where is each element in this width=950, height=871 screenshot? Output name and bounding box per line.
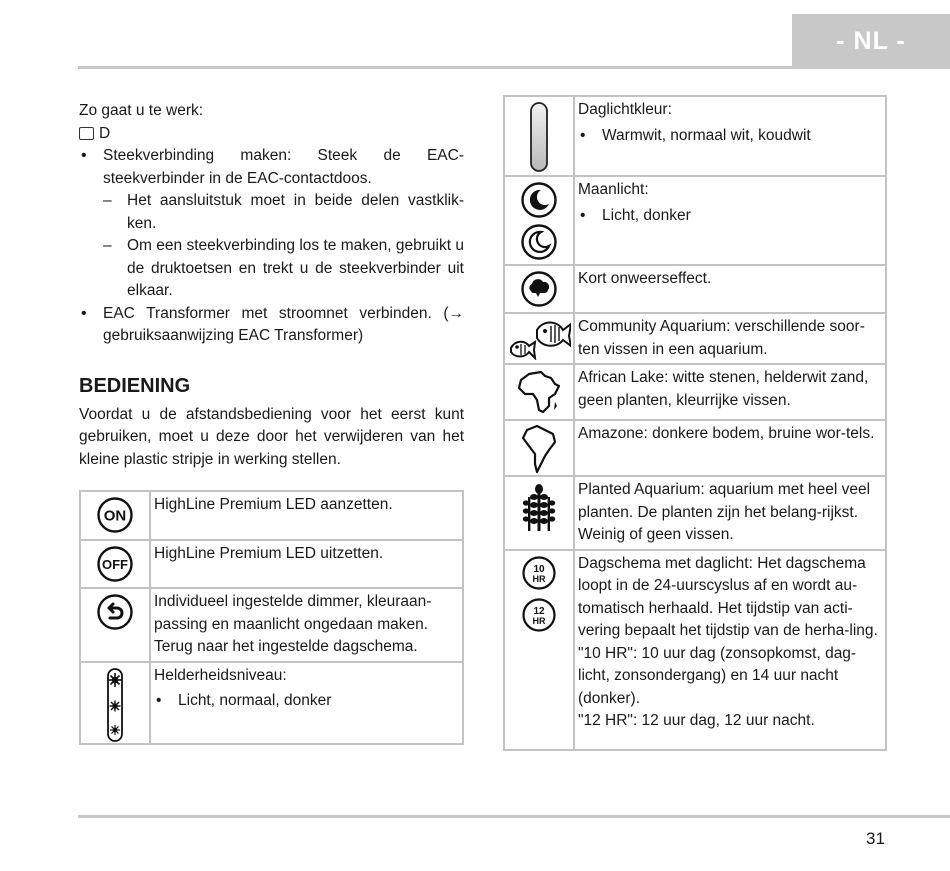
table-row <box>504 313 886 364</box>
icon-cell <box>504 476 574 550</box>
icon-cell <box>504 550 574 750</box>
moonlight-bullet: • Licht, donker <box>578 205 880 228</box>
left-column <box>79 100 464 471</box>
sub-list <box>103 190 464 303</box>
brightness-slider-icon <box>105 667 125 743</box>
planted-description: Planted Aquarium: aquarium met heel veel planten. De planten zijn het belang-rijkst. Weinig of geen vissen. <box>574 476 886 550</box>
african-lake-description: African Lake: witte stenen, helderwit zand, geen planten, kleurrijke vissen. <box>574 364 886 420</box>
table-row <box>504 420 886 476</box>
icon-cell <box>80 588 150 662</box>
schedule-description: Dagschema met daglicht: Het dagschema loopt in de 24-uurscyslus af en wordt au-tomatisch herhaald. Het tijdstip van acti-vering bepaalt het tijdstip van de herha-ling. <box>578 554 878 639</box>
svg-text:12: 12 <box>533 605 545 617</box>
daylight-slider-icon <box>529 101 549 173</box>
section-body: Voordat u de afstandsbediening voor het eerst kunt gebruiken, moet u deze door het verwijderen van het kleine plastic stripje in werking stellen. <box>79 405 464 468</box>
table-row <box>504 176 886 265</box>
icon-cell <box>504 364 574 420</box>
schedule-cell <box>574 550 886 750</box>
schedule-10hr-description: "10 HR": 10 uur dag (zonsopkomst, dag-licht, zonsondergang) en 14 uur nacht (donker). <box>578 644 857 707</box>
list-item: • EAC Transformer met stroomnet verbinden. (→ gebruiksaanwijzing EAC Transformer) <box>79 303 464 348</box>
footer-rule <box>78 815 950 818</box>
moon-bright-icon <box>520 181 558 219</box>
page-number: 31 <box>866 829 885 848</box>
icon-cell <box>80 540 150 588</box>
south-america-map-icon <box>519 424 559 474</box>
table-row <box>80 588 463 662</box>
svg-text:HR: HR <box>532 573 546 584</box>
reset-description: Individueel ingestelde dimmer, kleuraan-passing en maanlicht ongedaan maken. Terug naar het ingestelde dagschema. <box>150 588 463 662</box>
off-icon-label: OFF <box>102 557 128 572</box>
section-heading: BEDIENING <box>79 374 191 397</box>
on-description: HighLine Premium LED aanzetten. <box>150 491 463 540</box>
icon-cell <box>80 491 150 540</box>
brightness-cell <box>150 662 463 744</box>
remote-buttons-table <box>79 490 464 745</box>
icon-cell <box>80 662 150 744</box>
table-row <box>504 364 886 420</box>
bullet-text: Steekverbinding maken: Steek de EAC-steekverbinder in de EAC-contactdoos. <box>103 147 464 187</box>
icon-cell <box>504 313 574 364</box>
table-row <box>504 265 886 313</box>
africa-map-icon <box>515 368 563 416</box>
schedule-12hr-icon <box>521 597 557 633</box>
sub-list-item: – Het aansluitstuk moet in beide delen vastklik-ken. <box>103 190 464 235</box>
on-icon-label: ON <box>103 507 127 525</box>
svg-text:10: 10 <box>533 563 545 575</box>
brightness-bullet: • Licht, normaal, donker <box>154 690 457 713</box>
schedule-10hr-icon <box>521 555 557 591</box>
table-row <box>504 96 886 176</box>
table-row <box>504 550 886 750</box>
icon-cell <box>504 420 574 476</box>
plants-icon <box>522 483 556 533</box>
table-row <box>80 540 463 588</box>
daylight-bullet: • Warmwit, normaal wit, koudwit <box>578 125 880 148</box>
on-button-icon <box>96 496 134 534</box>
list-item <box>79 145 464 303</box>
thunderstorm-description: Kort onweerseffect. <box>574 265 886 313</box>
sub-list-item: – Om een steekverbinding los te maken, gebruikt u de druktoetsen en trekt u de steekverbinder uit elkaar. <box>103 235 464 303</box>
community-description: Community Aquarium: verschillende soor-ten vissen in een aquarium. <box>574 313 886 364</box>
remote-functions-table <box>503 95 887 751</box>
language-tab: - NL - <box>792 14 950 68</box>
icon-cell <box>504 265 574 313</box>
table-row <box>80 662 463 744</box>
moonlight-title: Maanlicht: <box>578 181 649 198</box>
header-rule <box>78 66 950 69</box>
checkbox-line <box>79 123 464 146</box>
community-fish-icon <box>507 316 571 360</box>
instruction-list <box>79 145 464 348</box>
moon-dark-icon <box>520 223 558 261</box>
off-description: HighLine Premium LED uitzetten. <box>150 540 463 588</box>
thunderstorm-icon <box>520 270 558 308</box>
checkbox-label: D <box>99 124 111 142</box>
icon-cell <box>504 176 574 265</box>
intro-lead: Zo gaat u te werk: <box>79 102 204 119</box>
off-button-icon <box>96 545 134 583</box>
moonlight-cell <box>574 176 886 265</box>
daylight-cell <box>574 96 886 176</box>
table-row <box>80 491 463 540</box>
amazone-description: Amazone: donkere bodem, bruine wor-tels. <box>574 420 886 476</box>
icon-cell <box>504 96 574 176</box>
checkbox-icon <box>79 127 94 140</box>
daylight-title: Daglichtkleur: <box>578 101 672 118</box>
reset-icon <box>96 593 134 631</box>
schedule-12hr-description: "12 HR": 12 uur dag, 12 uur nacht. <box>578 712 815 729</box>
brightness-title: Helderheidsniveau: <box>154 666 287 684</box>
table-row <box>504 476 886 550</box>
svg-text:HR: HR <box>532 615 546 626</box>
